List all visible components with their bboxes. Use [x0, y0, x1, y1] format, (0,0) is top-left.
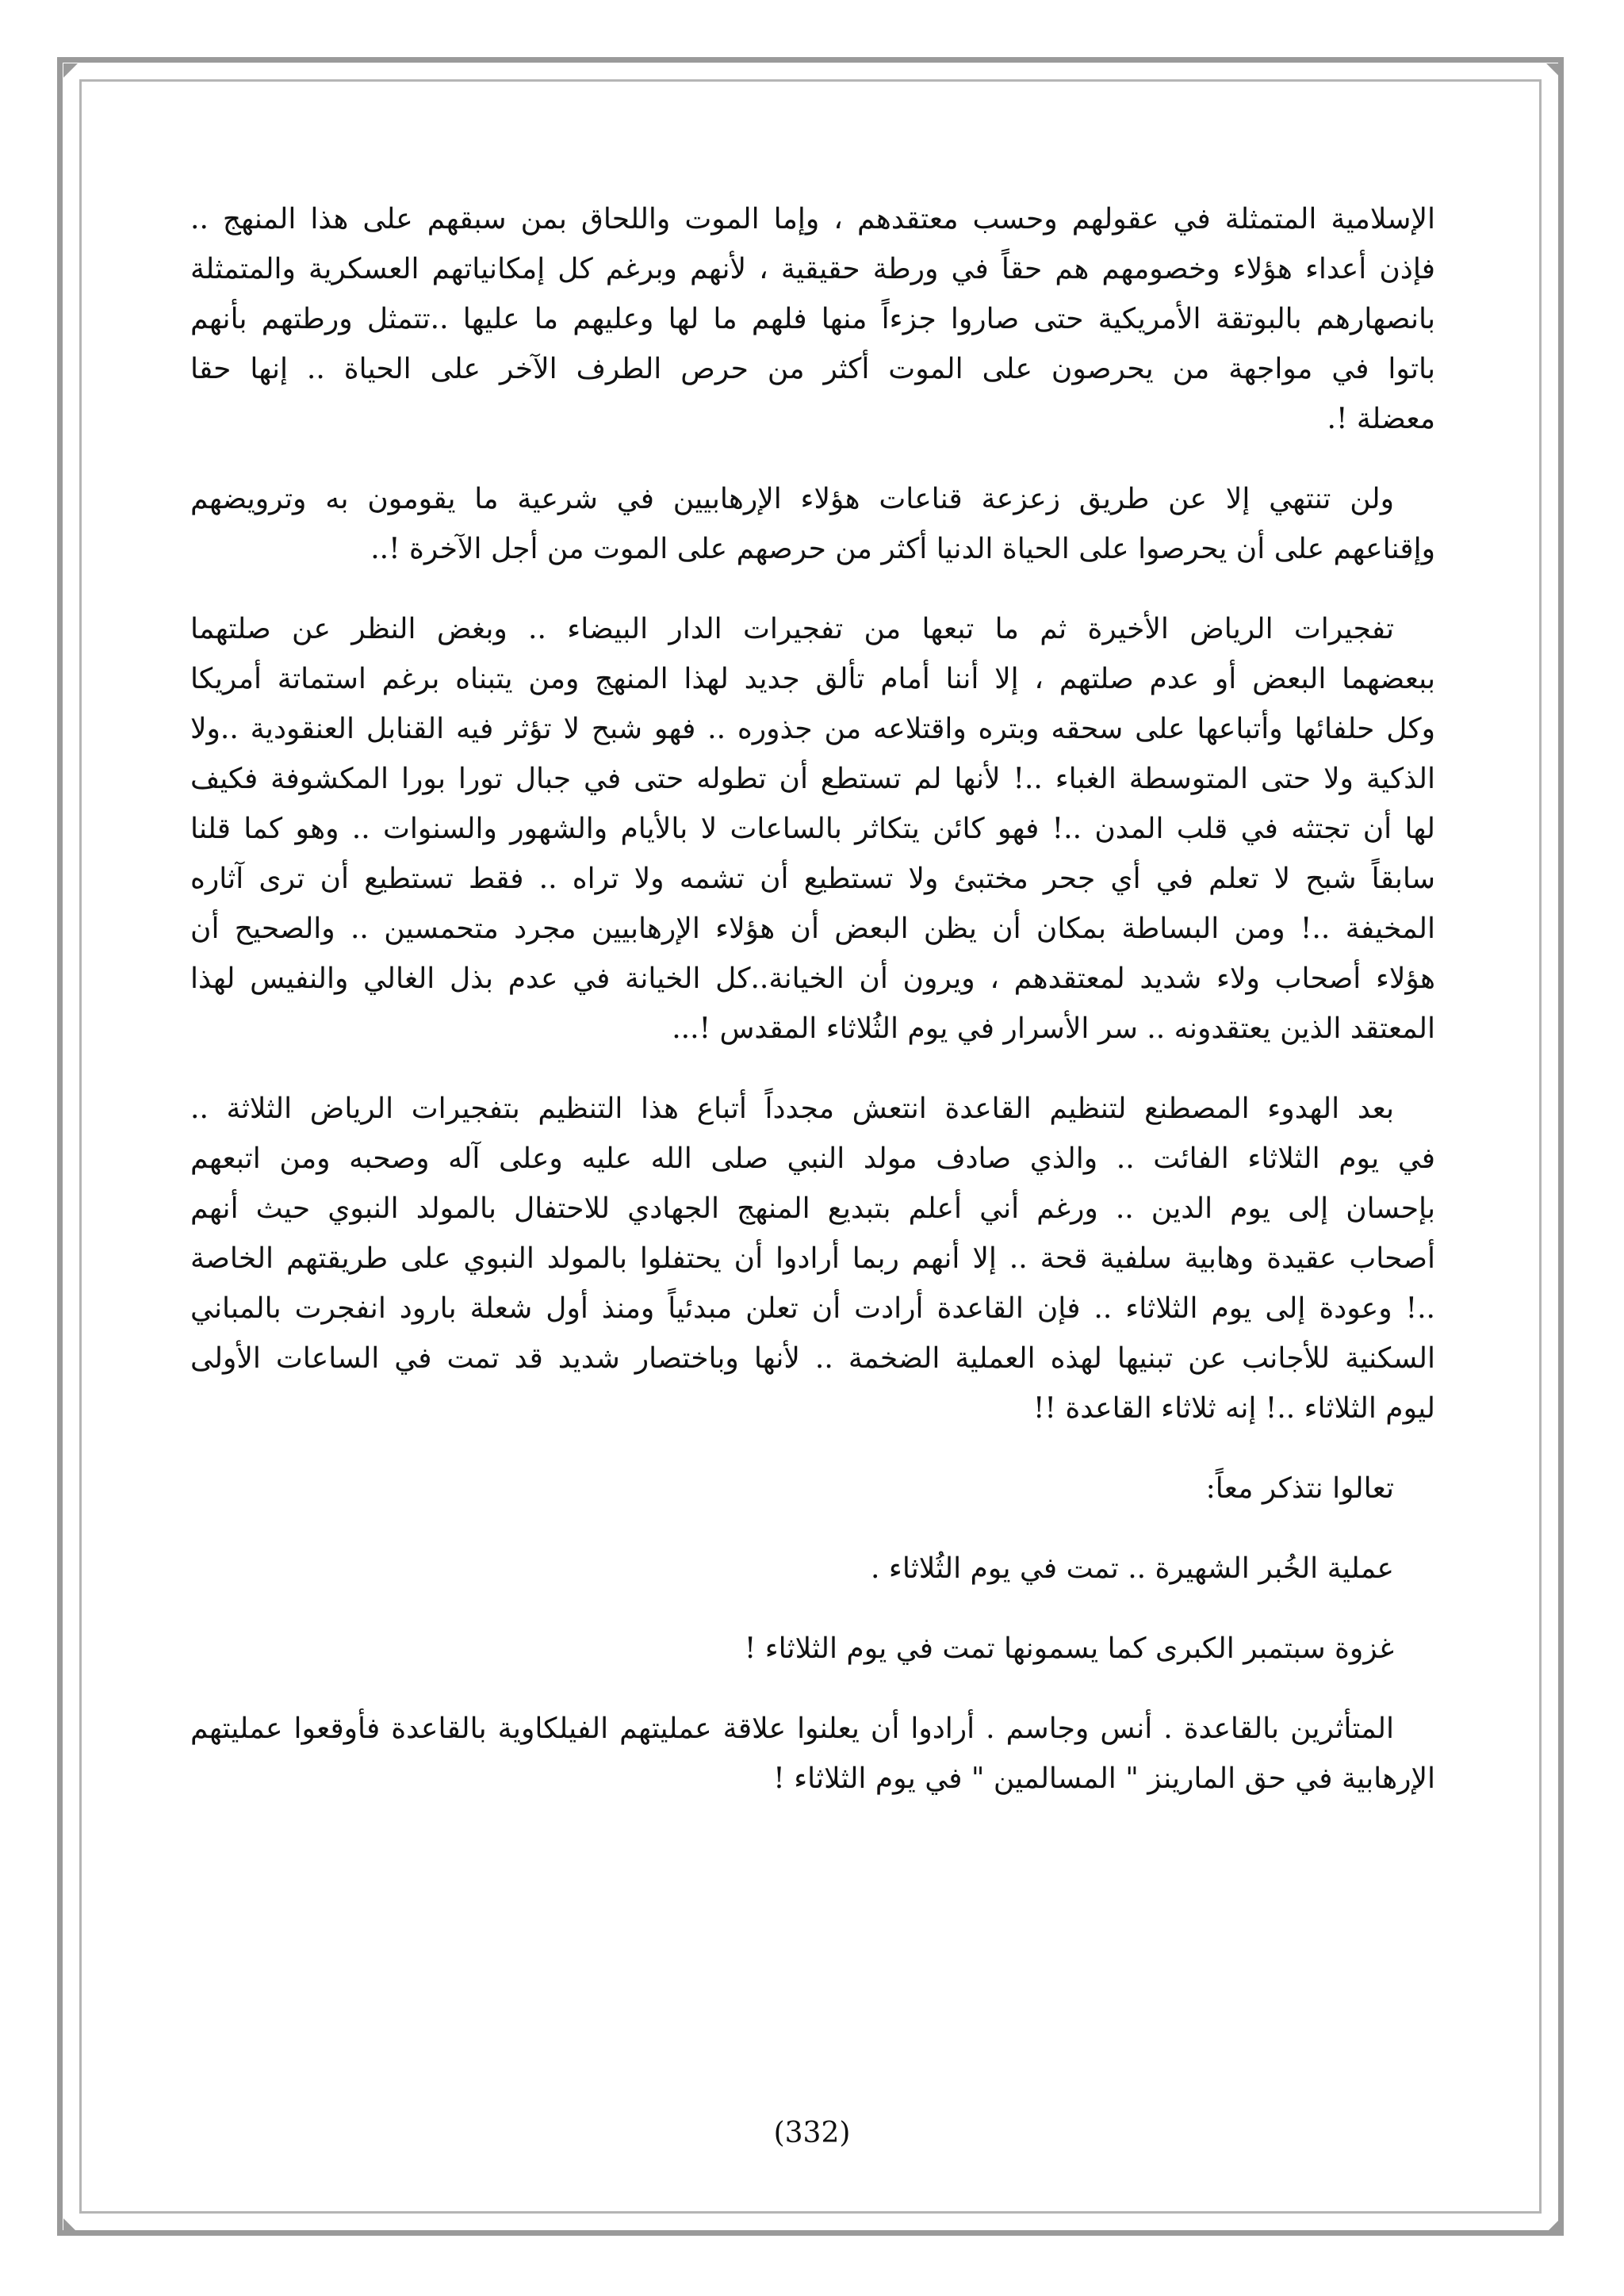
page-number: (332): [773, 2117, 851, 2149]
text-line: الإسلامية المتمثلة في عقولهم وحسب معتقدهم ، وإما الموت واللحاق بمن سبقهم على هذا المنهج ..: [190, 203, 1435, 235]
text-line: الذكية ولا حتى المتوسطة الغباء ..! لأنها لم تستطع أن تطوله حتى في جبال تورا بورا المكشوفة فكيف: [190, 763, 1435, 795]
text-line: المخيفة ..! ومن البساطة بمكان أن يظن البعض أن هؤلاء الإرهابيين مجرد متحمسين .. والصحيح أن: [190, 913, 1435, 945]
paragraph: [190, 604, 1435, 1054]
text-line: باتوا في مواجهة من يحرصون على الموت أكثر من حرص الطرف الآخر على الحياة .. إنها حقا: [190, 353, 1435, 385]
text-line: وكل حلفائها وأتباعها على سحقه وبتره واقتلاعه من جذوره .. فهو شبح لا تؤثر فيه القنابل العنقودية ..ولا: [190, 713, 1435, 745]
text-line: السكنية للأجانب عن تبنيها لهذه العملية الضخمة .. لأنها وباختصار شديد قد تمت في الساعات الأولى: [190, 1342, 1435, 1375]
text-line: هؤلاء أصحاب ولاء شديد لمعتقدهم ، ويرون أن الخيانة..كل الخيانة في عدم بذل الغالي والنفيس لهذا: [190, 962, 1435, 995]
frame-corner-ornament: [63, 63, 78, 78]
frame-corner-ornament: [1546, 2218, 1561, 2233]
text-line: المتأثرين بالقاعدة . أنس وجاسم . أرادوا أن يعلنوا علاقة عمليتهم الفيلكاوية بالقاعدة فأوقعوا عمليتهم: [190, 1712, 1394, 1745]
paragraph: [190, 474, 1435, 574]
frame-corner-ornament: [1546, 63, 1561, 78]
list-item: [190, 1464, 1435, 1513]
text-line: المعتقد الذين يعتقدونه .. سر الأسرار في يوم الثُلاثاء المقدس !...: [672, 1012, 1435, 1045]
text-line: في يوم الثلاثاء الفائت .. والذي صادف مولد النبي صلى الله عليه وعلى آله وصحبه ومن اتبعهم: [190, 1142, 1435, 1175]
text-line: ببعضهما البعض أو عدم صلتهم ، إلا أننا أمام تألق جديد لهذا المنهج ومن يتبناه برغم استماتة أمريكا: [190, 663, 1435, 695]
paragraph: [190, 194, 1435, 444]
text-line: غزوة سبتمبر الكبرى كما يسمونها تمت في يوم الثلاثاء !: [744, 1632, 1394, 1665]
text-line: الإرهابية في حق المارينز " المسالمين " في يوم الثلاثاء !: [773, 1762, 1435, 1795]
page-body: [190, 194, 1435, 1834]
text-line: ولن تنتهي إلا عن طريق زعزعة قناعات هؤلاء الإرهابيين في شرعية ما يقومون به وترويضهم: [190, 483, 1394, 515]
text-line: عملية الخُبر الشهيرة .. تمت في يوم الثُلاثاء .: [871, 1552, 1394, 1585]
text-line: وإقناعهم على أن يحرصوا على الحياة الدنيا أكثر من حرصهم على الموت من أجل الآخرة !..: [370, 533, 1435, 565]
text-line: سابقاً شبح لا تعلم في أي جحر مختبئ ولا تستطيع أن تشمه ولا تراه .. فقط تستطيع أن ترى آثاره: [190, 863, 1435, 895]
text-line: تعالوا نتذكر معاً:: [1205, 1472, 1394, 1505]
text-line: لها أن تجتثه في قلب المدن ..! فهو كائن يتكاثر بالساعات لا بالأيام والشهور والسنوات .. وهو كما قلنا: [190, 813, 1435, 845]
text-line: تفجيرات الرياض الأخيرة ثم ما تبعها من تفجيرات الدار البيضاء .. وبغض النظر عن صلتهما: [190, 613, 1394, 645]
text-line: بإحسان إلى يوم الدين .. ورغم أني أعلم بتبديع المنهج الجهادي للاحتفال بالمولد النبوي حيث أنهم: [190, 1192, 1435, 1225]
text-line: ..! وعودة إلى يوم الثلاثاء .. فإن القاعدة أرادت أن تعلن مبدئياً ومنذ أول شعلة بارود انفجرت بالمباني: [190, 1292, 1435, 1325]
text-line: أصحاب عقيدة وهابية سلفية قحة .. إلا أنهم ربما أرادوا أن يحتفلوا بالمولد النبوي على طريقتهم الخاصة: [190, 1242, 1435, 1275]
text-line: بعد الهدوء المصطنع لتنظيم القاعدة انتعش مجدداً أتباع هذا التنظيم بتفجيرات الرياض الثلاثة ..: [190, 1093, 1394, 1125]
text-line: فإذن أعداء هؤلاء وخصومهم هم حقاً في ورطة حقيقية ، لأنهم وبرغم كل إمكانياتهم العسكرية والمتمثلة: [190, 253, 1435, 285]
list-item: [190, 1544, 1435, 1594]
frame-corner-ornament: [63, 2218, 78, 2233]
list-item: [190, 1624, 1435, 1674]
text-line: بانصهارهم بالبوتقة الأمريكية حتى صاروا جزءاً منها فلهم ما لها وعليهم ما عليها ..تتمثل ورطتهم بأنهم: [190, 303, 1435, 335]
text-line: ليوم الثلاثاء ..! إنه ثلاثاء القاعدة !!: [1032, 1392, 1435, 1425]
paragraph: [190, 1084, 1435, 1433]
text-line: معضلة !.: [1327, 403, 1435, 435]
paragraph: [190, 1704, 1435, 1804]
